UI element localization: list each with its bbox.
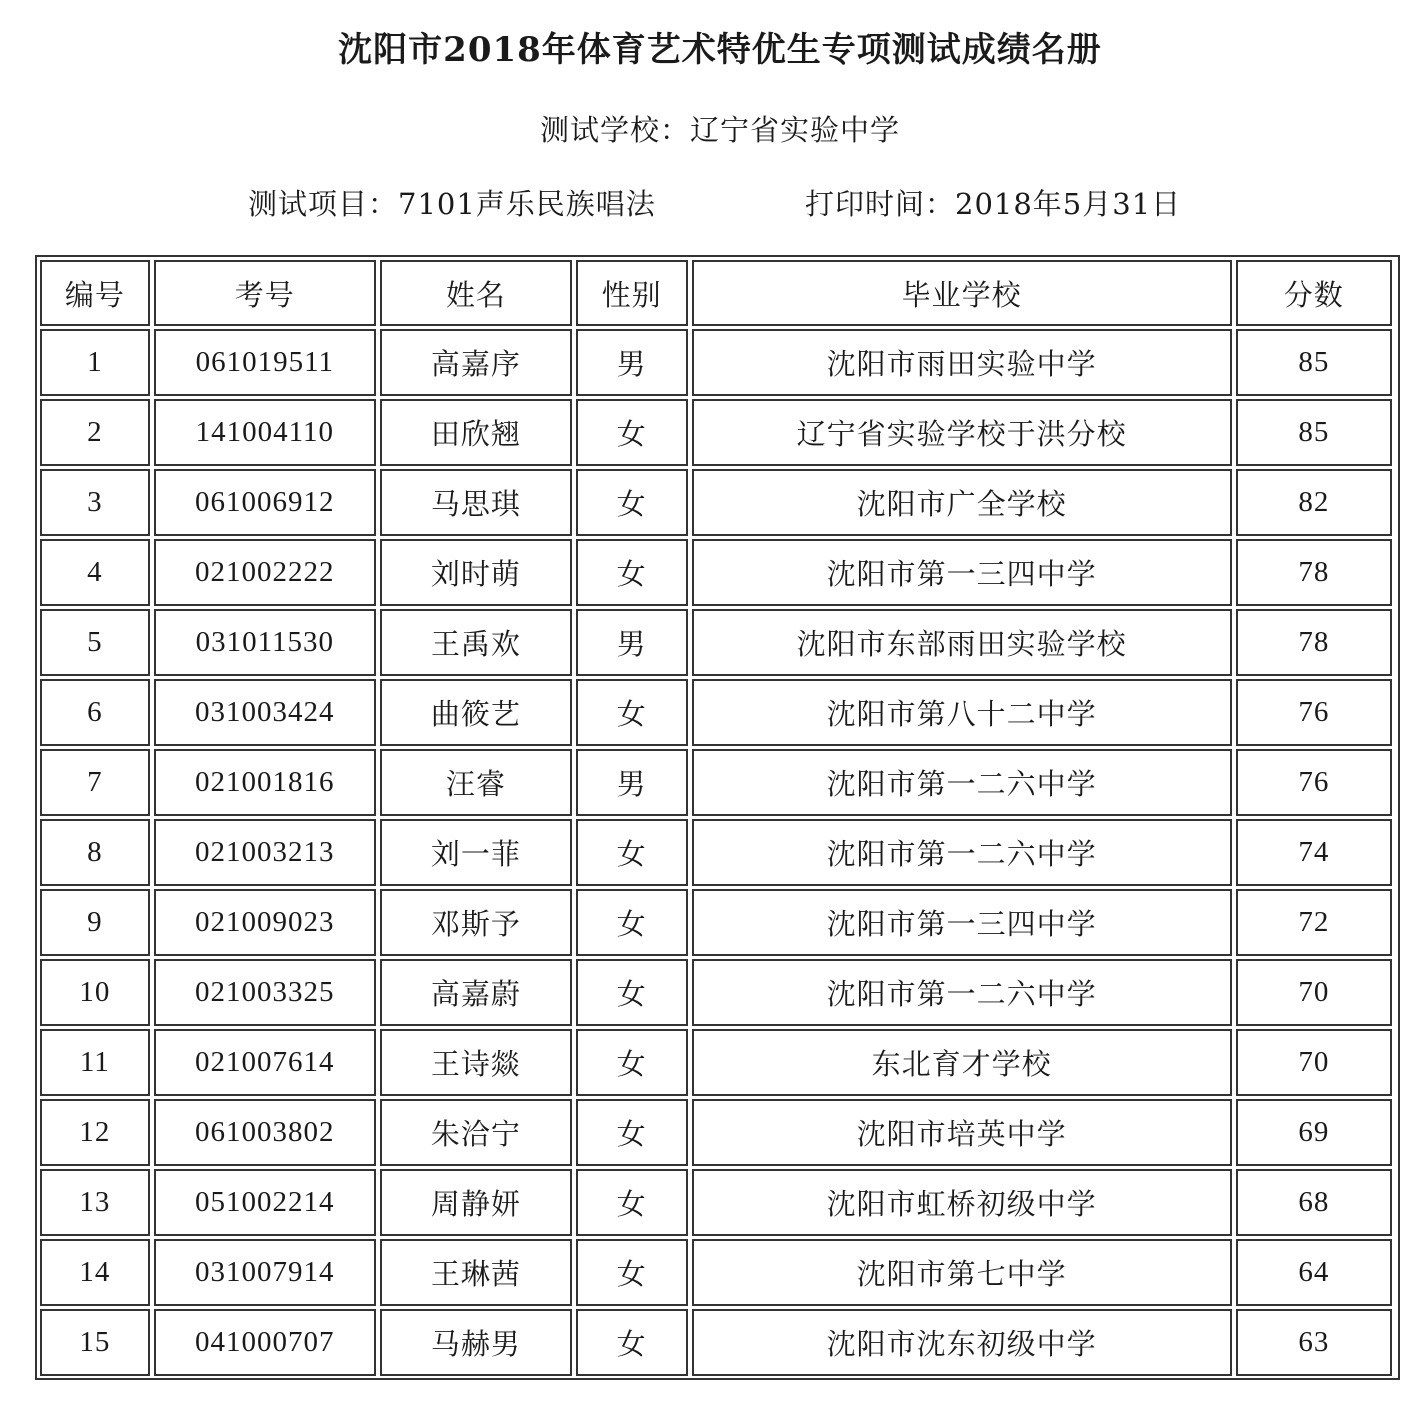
- table-row: [40, 819, 1392, 886]
- header-no: 编号: [40, 260, 150, 326]
- cell-school: 沈阳市第一二六中学: [692, 959, 1232, 1026]
- cell-school: 沈阳市雨田实验中学: [692, 329, 1232, 396]
- cell-exam-id: 021007614: [154, 1029, 376, 1096]
- cell-exam-id: 021009023: [154, 889, 376, 956]
- cell-exam-id: 021003213: [154, 819, 376, 886]
- table-row: [40, 1309, 1392, 1376]
- cell-name: 刘时萌: [380, 539, 572, 606]
- cell-no: 4: [40, 539, 150, 606]
- cell-score: 69: [1236, 1099, 1392, 1166]
- cell-no: 15: [40, 1309, 150, 1376]
- table-header-row: [40, 260, 1392, 326]
- cell-school: 东北育才学校: [692, 1029, 1232, 1096]
- cell-name: 周静妍: [380, 1169, 572, 1236]
- cell-score: 70: [1236, 959, 1392, 1026]
- header-exam-id: 考号: [154, 260, 376, 326]
- cell-sex: 女: [576, 539, 688, 606]
- table-row: [40, 539, 1392, 606]
- table-row: [40, 469, 1392, 536]
- table-row: [40, 959, 1392, 1026]
- cell-exam-id: 031003424: [154, 679, 376, 746]
- cell-no: 13: [40, 1169, 150, 1236]
- cell-sex: 女: [576, 399, 688, 466]
- cell-sex: 男: [576, 749, 688, 816]
- test-school: 测试学校：辽宁省实验中学: [539, 113, 900, 147]
- cell-score: 78: [1236, 609, 1392, 676]
- cell-school: 沈阳市第一三四中学: [692, 889, 1232, 956]
- cell-school: 沈阳市第八十二中学: [692, 679, 1232, 746]
- cell-no: 5: [40, 609, 150, 676]
- cell-score: 63: [1236, 1309, 1392, 1376]
- cell-score: 78: [1236, 539, 1392, 606]
- cell-exam-id: 031007914: [154, 1239, 376, 1306]
- cell-school: 辽宁省实验学校于洪分校: [692, 399, 1232, 466]
- cell-no: 8: [40, 819, 150, 886]
- cell-score: 74: [1236, 819, 1392, 886]
- cell-name: 马赫男: [380, 1309, 572, 1376]
- cell-sex: 女: [576, 1029, 688, 1096]
- cell-name: 田欣翘: [380, 399, 572, 466]
- cell-sex: 女: [576, 819, 688, 886]
- test-item: 测试项目：7101声乐民族唱法: [248, 187, 656, 221]
- document-title: 沈阳市2018年体育艺术特优生专项测试成绩名册: [338, 30, 1102, 70]
- cell-no: 10: [40, 959, 150, 1026]
- table-row: [40, 889, 1392, 956]
- cell-name: 汪睿: [380, 749, 572, 816]
- cell-name: 王琳茜: [380, 1239, 572, 1306]
- score-table-frame: [35, 255, 1400, 1380]
- cell-score: 70: [1236, 1029, 1392, 1096]
- cell-exam-id: 021002222: [154, 539, 376, 606]
- header-sex: 性别: [576, 260, 688, 326]
- cell-no: 7: [40, 749, 150, 816]
- cell-no: 12: [40, 1099, 150, 1166]
- cell-school: 沈阳市东部雨田实验学校: [692, 609, 1232, 676]
- cell-exam-id: 061006912: [154, 469, 376, 536]
- table-row: [40, 1029, 1392, 1096]
- cell-no: 1: [40, 329, 150, 396]
- cell-sex: 女: [576, 959, 688, 1026]
- cell-school: 沈阳市沈东初级中学: [692, 1309, 1232, 1376]
- table-row: [40, 329, 1392, 396]
- cell-school: 沈阳市培英中学: [692, 1099, 1232, 1166]
- cell-name: 曲筱艺: [380, 679, 572, 746]
- cell-exam-id: 041000707: [154, 1309, 376, 1376]
- cell-school: 沈阳市第一二六中学: [692, 749, 1232, 816]
- cell-score: 85: [1236, 329, 1392, 396]
- table-row: [40, 609, 1392, 676]
- cell-no: 14: [40, 1239, 150, 1306]
- cell-name: 高嘉蔚: [380, 959, 572, 1026]
- cell-school: 沈阳市第一二六中学: [692, 819, 1232, 886]
- cell-no: 6: [40, 679, 150, 746]
- cell-exam-id: 021003325: [154, 959, 376, 1026]
- cell-exam-id: 021001816: [154, 749, 376, 816]
- cell-score: 82: [1236, 469, 1392, 536]
- cell-sex: 女: [576, 1239, 688, 1306]
- cell-score: 72: [1236, 889, 1392, 956]
- cell-school: 沈阳市广全学校: [692, 469, 1232, 536]
- cell-name: 刘一菲: [380, 819, 572, 886]
- cell-sex: 女: [576, 889, 688, 956]
- cell-sex: 女: [576, 1099, 688, 1166]
- cell-score: 68: [1236, 1169, 1392, 1236]
- cell-sex: 女: [576, 1169, 688, 1236]
- cell-exam-id: 051002214: [154, 1169, 376, 1236]
- cell-name: 朱洽宁: [380, 1099, 572, 1166]
- table-row: [40, 749, 1392, 816]
- cell-no: 3: [40, 469, 150, 536]
- cell-exam-id: 061003802: [154, 1099, 376, 1166]
- cell-sex: 女: [576, 1309, 688, 1376]
- cell-score: 76: [1236, 679, 1392, 746]
- cell-name: 王禹欢: [380, 609, 572, 676]
- cell-name: 王诗燚: [380, 1029, 572, 1096]
- cell-school: 沈阳市虹桥初级中学: [692, 1169, 1232, 1236]
- cell-name: 邓斯予: [380, 889, 572, 956]
- table-row: [40, 1099, 1392, 1166]
- cell-sex: 女: [576, 679, 688, 746]
- page-bottom-margin: [0, 1380, 1415, 1408]
- header-score: 分数: [1236, 260, 1392, 326]
- table-body: [40, 329, 1392, 1376]
- print-time: 打印时间：2018年5月31日: [805, 187, 1182, 221]
- cell-score: 64: [1236, 1239, 1392, 1306]
- header-school: 毕业学校: [692, 260, 1232, 326]
- cell-exam-id: 031011530: [154, 609, 376, 676]
- cell-no: 11: [40, 1029, 150, 1096]
- cell-sex: 男: [576, 329, 688, 396]
- cell-school: 沈阳市第一三四中学: [692, 539, 1232, 606]
- cell-name: 高嘉序: [380, 329, 572, 396]
- cell-exam-id: 141004110: [154, 399, 376, 466]
- cell-no: 2: [40, 399, 150, 466]
- cell-score: 85: [1236, 399, 1392, 466]
- cell-sex: 男: [576, 609, 688, 676]
- table-row: [40, 679, 1392, 746]
- cell-exam-id: 061019511: [154, 329, 376, 396]
- table-row: [40, 399, 1392, 466]
- table-row: [40, 1169, 1392, 1236]
- cell-name: 马思琪: [380, 469, 572, 536]
- cell-sex: 女: [576, 469, 688, 536]
- header-name: 姓名: [380, 260, 572, 326]
- cell-school: 沈阳市第七中学: [692, 1239, 1232, 1306]
- cell-no: 9: [40, 889, 150, 956]
- cell-score: 76: [1236, 749, 1392, 816]
- table-row: [40, 1239, 1392, 1306]
- score-table: [36, 257, 1396, 1379]
